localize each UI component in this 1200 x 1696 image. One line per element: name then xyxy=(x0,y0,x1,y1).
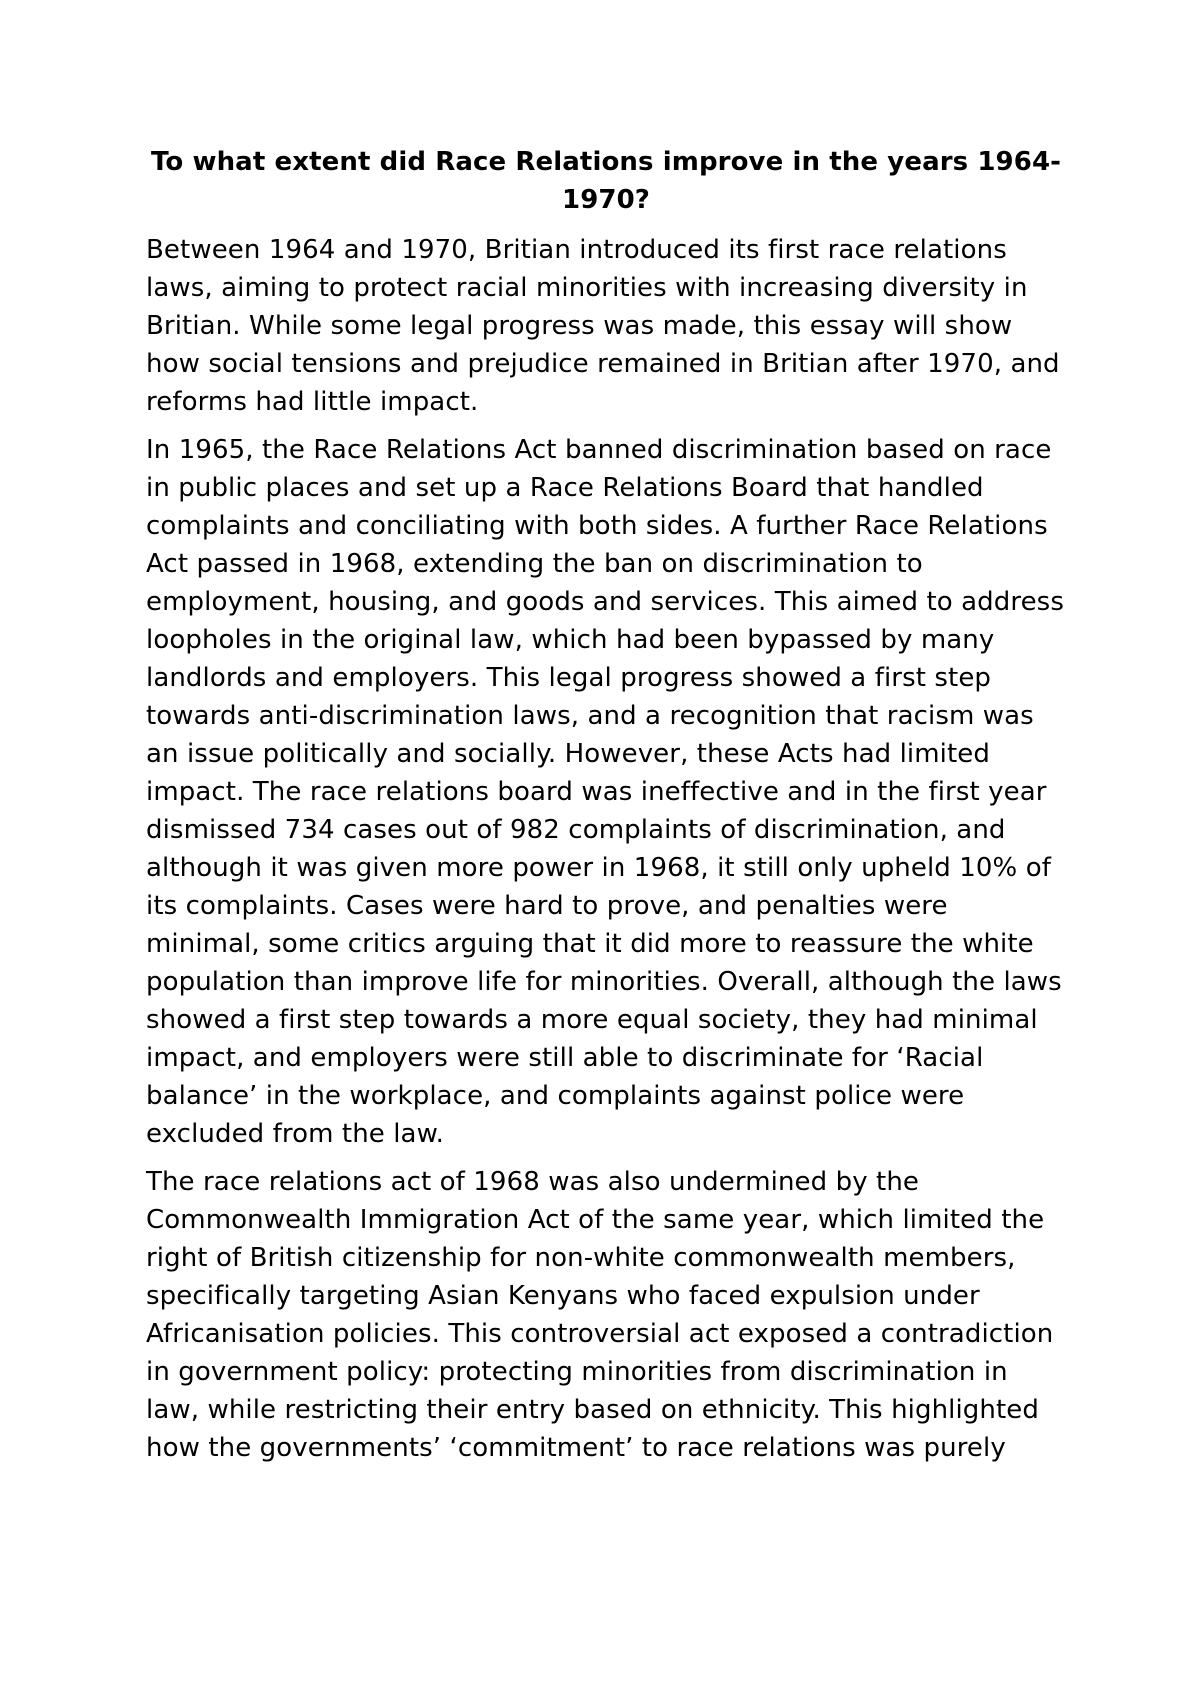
paragraph-immigration-act: The race relations act of 1968 was also undermined by the Commonwealth Immigration Act of the same year, which limited the right of British citizenship for non-white commonwealth members, specifically targeting Asian Kenyans who faced expulsion under Africanisation policies. This controversial act exposed a contradiction in government policy: protecting minorities from discrimination in law, while restricting their entry based on ethnicity. This highlighted how the governments’ ‘commitment’ to race relations was purely xyxy=(146,1167,1054,1463)
document-body xyxy=(146,143,1066,1477)
essay-title: To what extent did Race Relations improve in the years 1964-1970? xyxy=(150,147,1062,215)
paragraph-introduction: Between 1964 and 1970, Britian introduced its first race relations laws, aiming to protect racial minorities with increasing diversity in Britian. While some legal progress was made, this essay will show how social tensions and prejudice remained in Britian after 1970, and reforms had little impact. xyxy=(146,235,1060,417)
paragraph-race-relations-acts: In 1965, the Race Relations Act banned discrimination based on race in public places and set up a Race Relations Board that handled complaints and conciliating with both sides. A further Race Relations Act passed in 1968, extending the ban on discrimination to employment, housing, and goods and services. This aimed to address loopholes in the original law, which had been bypassed by many landlords and employers. This legal progress showed a first step towards anti-discrimination laws, and a recognition that racism was an issue politically and socially. However, these Acts had limited impact. The race relations board was ineffective and in the first year dismissed 734 cases out of 982 complaints of discrimination, and although it was given more power in 1968, it still only upheld 10% of its complaints. Cases were hard to prove, and penalties were minimal, some critics arguing that it did more to reassure the white population than improve life for minorities. Overall, although the laws showed a first step towards a more equal society, they had minimal impact, and employers were still able to discriminate for ‘Racial balance’ in the workplace, and complaints against police were excluded from the law. xyxy=(146,435,1064,1149)
